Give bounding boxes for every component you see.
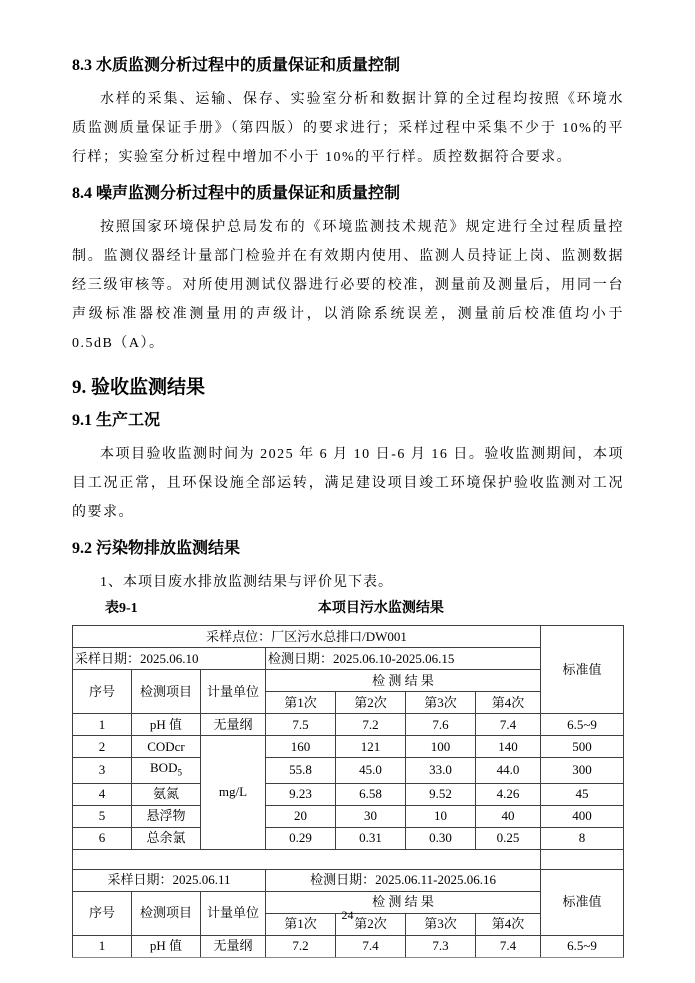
test-date-cell-2: 检测日期：2025.06.11-2025.06.16 [266, 869, 541, 891]
cell-value: 140 [476, 736, 541, 758]
sampling-point-row [73, 626, 624, 648]
cell-value: 7.4 [476, 714, 541, 736]
cell-value: 33.0 [406, 758, 476, 784]
result-header: 检 测 结 果 [266, 670, 541, 692]
cell-seq: 2 [73, 736, 132, 758]
cell-seq: 4 [73, 783, 132, 805]
cell-value: 40 [476, 805, 541, 827]
table-label: 表9-1 [105, 601, 138, 616]
cell-value: 9.52 [406, 783, 476, 805]
paragraph-8-4: 按照国家环境保护总局发布的《环境监测技术规范》规定进行全过程质量控制。监测仪器经计量部门检验并在有效期内使用、监测人员持证上岗、监测数据经三级审核等。对所使用测试仪器进行必要的校准，测量前及测量后，用同一台声级标准器校准测量用的声级计，以消除系统误差，测量前后校准值均小于 0.5dB（A）。 [72, 220, 624, 351]
cell-seq: 3 [73, 758, 132, 784]
run-header-2-2: 第2次 [336, 913, 406, 935]
paragraph-8-3: 水样的采集、运输、保存、实验室分析和数据计算的全过程均按照《环境水质监测质量保证手册》（第四版）的要求进行；采样过程中采集不少于 10%的平行样；实验室分析过程中增加不小于 10%的平行样。质控数据符合要求。 [72, 92, 624, 165]
cell-standard: 6.5~9 [541, 935, 624, 957]
test-date-cell-1: 检测日期：2025.06.10-2025.06.15 [266, 648, 541, 670]
unit-header: 计量单位 [201, 670, 266, 714]
sampling-point-cell: 采样点位：厂区污水总排口/DW001 [73, 626, 541, 648]
unit-header-2: 计量单位 [201, 891, 266, 935]
table-row [73, 783, 624, 805]
item-header-2: 检测项目 [132, 891, 201, 935]
seq-header-2: 序号 [73, 891, 132, 935]
dates-row-2 [73, 869, 624, 891]
cell-value: 7.5 [266, 714, 336, 736]
cell-value: 6.58 [336, 783, 406, 805]
cell-value: 100 [406, 736, 476, 758]
cell-standard: 500 [541, 736, 624, 758]
cell-value: 7.2 [266, 935, 336, 957]
table-caption-row [72, 599, 624, 619]
cell-value: 4.26 [476, 783, 541, 805]
sample-date-cell-2: 采样日期：2025.06.11 [73, 869, 266, 891]
cell-standard: 6.5~9 [541, 714, 624, 736]
cell-value: 0.25 [476, 827, 541, 849]
run-header-1: 第1次 [266, 692, 336, 714]
cell-item: 氨氮 [132, 783, 201, 805]
table-body-section-1 [73, 714, 624, 850]
run-header-4: 第4次 [476, 692, 541, 714]
sample-date-cell-1: 采样日期：2025.06.10 [73, 648, 266, 670]
gap-cell-right [541, 849, 624, 869]
table-title: 本项目污水监测结果 [317, 601, 444, 616]
gap-row [73, 849, 624, 869]
cell-value: 160 [266, 736, 336, 758]
cell-value: 45.0 [336, 758, 406, 784]
cell-value: 7.3 [406, 935, 476, 957]
table-gap-section [73, 849, 624, 869]
cell-unit: 无量纲 [201, 714, 266, 736]
cell-unit: mg/L [201, 736, 266, 850]
cell-value: 7.4 [336, 935, 406, 957]
cell-value: 0.29 [266, 827, 336, 849]
table-row [73, 935, 624, 957]
cell-value: 30 [336, 805, 406, 827]
cell-value: 0.31 [336, 827, 406, 849]
cell-item: pH 值 [132, 935, 201, 957]
cell-value: 0.30 [406, 827, 476, 849]
table-row [73, 827, 624, 849]
run-header-2-1: 第1次 [266, 913, 336, 935]
cell-standard: 300 [541, 758, 624, 784]
gap-cell-left [73, 849, 541, 869]
table-row [73, 805, 624, 827]
cell-standard: 45 [541, 783, 624, 805]
run-header-2-4: 第4次 [476, 913, 541, 935]
cell-item: $BOD_5$ [132, 758, 201, 784]
table-intro: 1、本项目废水排放监测结果与评价见下表。 [100, 575, 393, 590]
table-row [73, 758, 624, 784]
heading-8-3: 8.3 水质监测分析过程中的质量保证和质量控制 [72, 57, 401, 74]
cell-value: 7.2 [336, 714, 406, 736]
table-body-section-2 [73, 935, 624, 957]
heading-9-2: 9.2 污染物排放监测结果 [72, 540, 241, 557]
cell-item: CODcr [132, 736, 201, 758]
heading-9: 9. 验收监测结果 [72, 377, 206, 398]
cell-value: 20 [266, 805, 336, 827]
table-header-section-2 [73, 869, 624, 935]
table-header-section-1 [73, 626, 624, 714]
run-header-2-3: 第3次 [406, 913, 476, 935]
cell-seq: 1 [73, 714, 132, 736]
cell-value: 9.23 [266, 783, 336, 805]
table-row [73, 736, 624, 758]
cell-item: 总余氯 [132, 827, 201, 849]
cell-value: 10 [406, 805, 476, 827]
cell-standard: 400 [541, 805, 624, 827]
cell-item-subscript: 5 [177, 767, 182, 778]
standard-header-cell: 标准值 [541, 626, 624, 714]
cell-item: 悬浮物 [132, 805, 201, 827]
cell-seq: 6 [73, 827, 132, 849]
cell-value: 121 [336, 736, 406, 758]
cell-value: 7.6 [406, 714, 476, 736]
cell-value: 44.0 [476, 758, 541, 784]
heading-8-4: 8.4 噪声监测分析过程中的质量保证和质量控制 [72, 185, 401, 202]
run-header-2: 第2次 [336, 692, 406, 714]
item-header: 检测项目 [132, 670, 201, 714]
heading-9-1: 9.1 生产工况 [72, 412, 161, 429]
table-row [73, 714, 624, 736]
paragraph-9-1: 本项目验收监测时间为 2025 年 6 月 10 日-6 月 16 日。验收监测期间，本项目工况正常，且环保设施全部运转，满足建设项目竣工环境保护验收监测对工况的要求。 [72, 447, 624, 520]
cell-item: pH 值 [132, 714, 201, 736]
cell-value: 7.4 [476, 935, 541, 957]
cell-seq: 1 [73, 935, 132, 957]
cell-standard: 8 [541, 827, 624, 849]
result-header-2: 检 测 结 果 [266, 891, 541, 913]
cell-unit: 无量纲 [201, 935, 266, 957]
page-number: 24 [341, 908, 354, 922]
seq-header: 序号 [73, 670, 132, 714]
document-body [72, 56, 624, 958]
cell-seq: 5 [73, 805, 132, 827]
run-header-3: 第3次 [406, 692, 476, 714]
cell-value: 55.8 [266, 758, 336, 784]
standard-header-cell-2: 标准值 [541, 869, 624, 935]
